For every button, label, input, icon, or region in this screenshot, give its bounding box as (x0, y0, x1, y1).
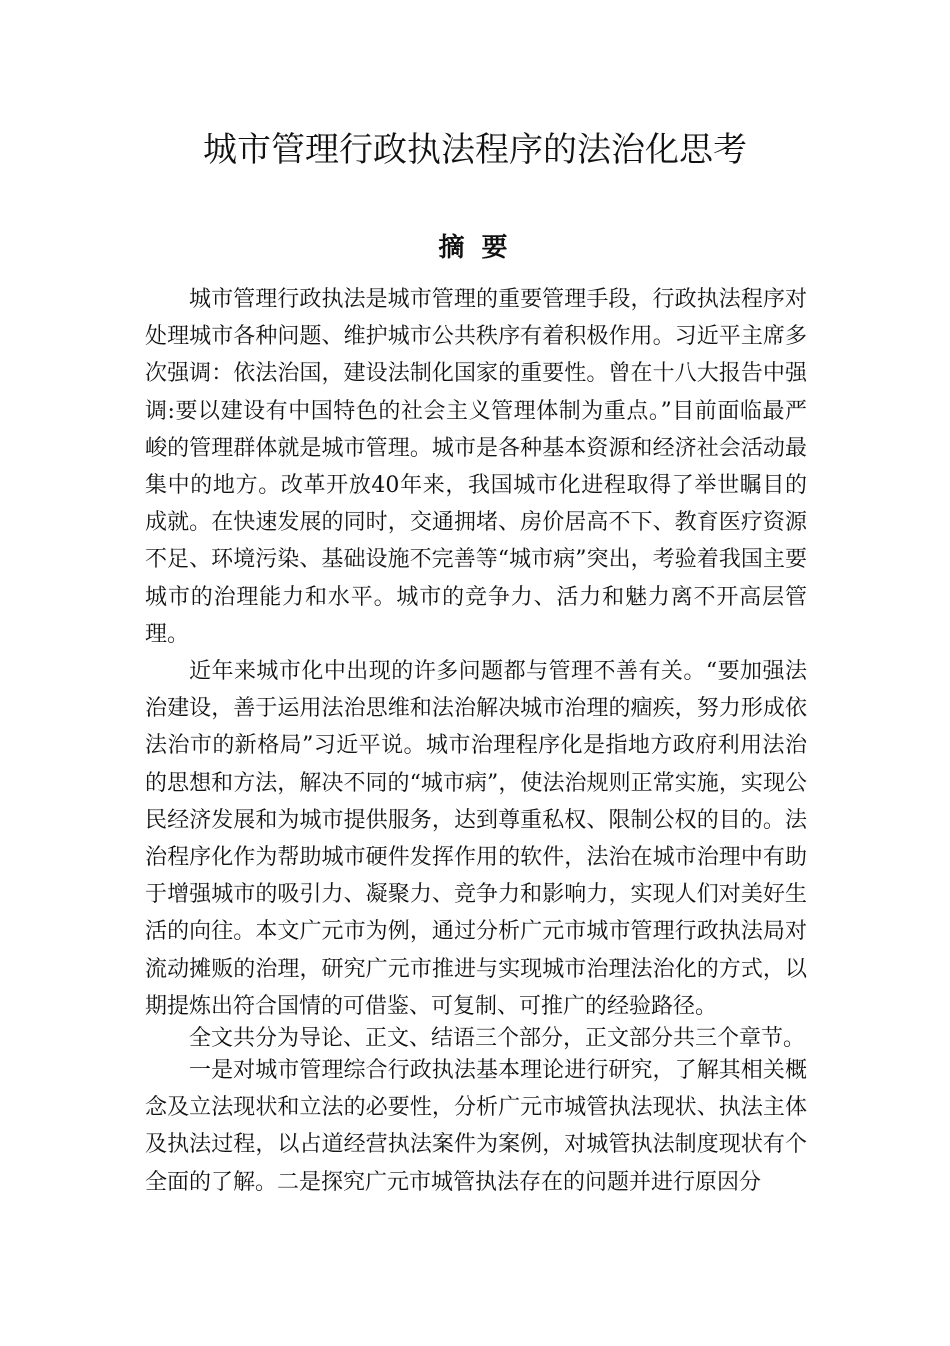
abstract-heading: 摘 要 (438, 233, 512, 263)
abstract-paragraph-2: 近年来城市化中出现的许多问题都与管理不善有关。“要加强法治建设，善于运用法治思维和法治解决城市治理的痼疾，努力形成依法治市的新格局”习近平说。城市治理程序化是指地方政府利用法治的思想和方法，解决不同的“城市病”，使法治规则正常实施，实现公民经济发展和为城市提供服务，达到尊重私权、限制公权的目的。法治程序化作为帮助城市硬件发挥作用的软件，法治在城市治理中有助于增强城市的吸引力、凝聚力、竞争力和影响力，实现人们对美好生活的向往。本文广元市为例，通过分析广元市城市管理行政执法局对流动摊贩的治理，研究广元市推进与实现城市治理法治化的方式，以期提炼出符合国情的可借鉴、可复制、可推广的经验路径。 (145, 659, 807, 1019)
abstract-paragraph-4: 一是对城市管理综合行政执法基本理论进行研究，了解其相关概念及立法现状和立法的必要性，分析广元市城管执法现状、执法主体及执法过程，以占道经营执法案件为案例，对城管执法制度现状有个全面的了解。二是探究广元市城管执法存在的问题并进行原因分 (145, 1058, 807, 1195)
abstract-body (145, 281, 807, 1201)
abstract-paragraph-3: 全文共分为导论、正文、结语三个部分，正文部分共三个章节。 (189, 1026, 806, 1052)
abstract-paragraph-1: 城市管理行政执法是城市管理的重要管理手段，行政执法程序对处理城市各种问题、维护城市公共秩序有着积极作用。习近平主席多次强调：依法治国，建设法制化国家的重要性。曾在十八大报告中强调:要以建设有中国特色的社会主义管理体制为重点。”目前面临最严峻的管理群体就是城市管理。城市是各种基本资源和经济社会活动最集中的地方。改革开放40年来，我国城市化进程取得了举世瞩目的成就。在快速发展的同时，交通拥堵、房价居高不下、教育医疗资源不足、环境污染、基础设施不完善等“城市病”突出，考验着我国主要城市的治理能力和水平。城市的竞争力、活力和魅力离不开高层管理。 (145, 287, 807, 647)
document-title: 城市管理行政执法程序的法治化思考 (203, 130, 747, 170)
